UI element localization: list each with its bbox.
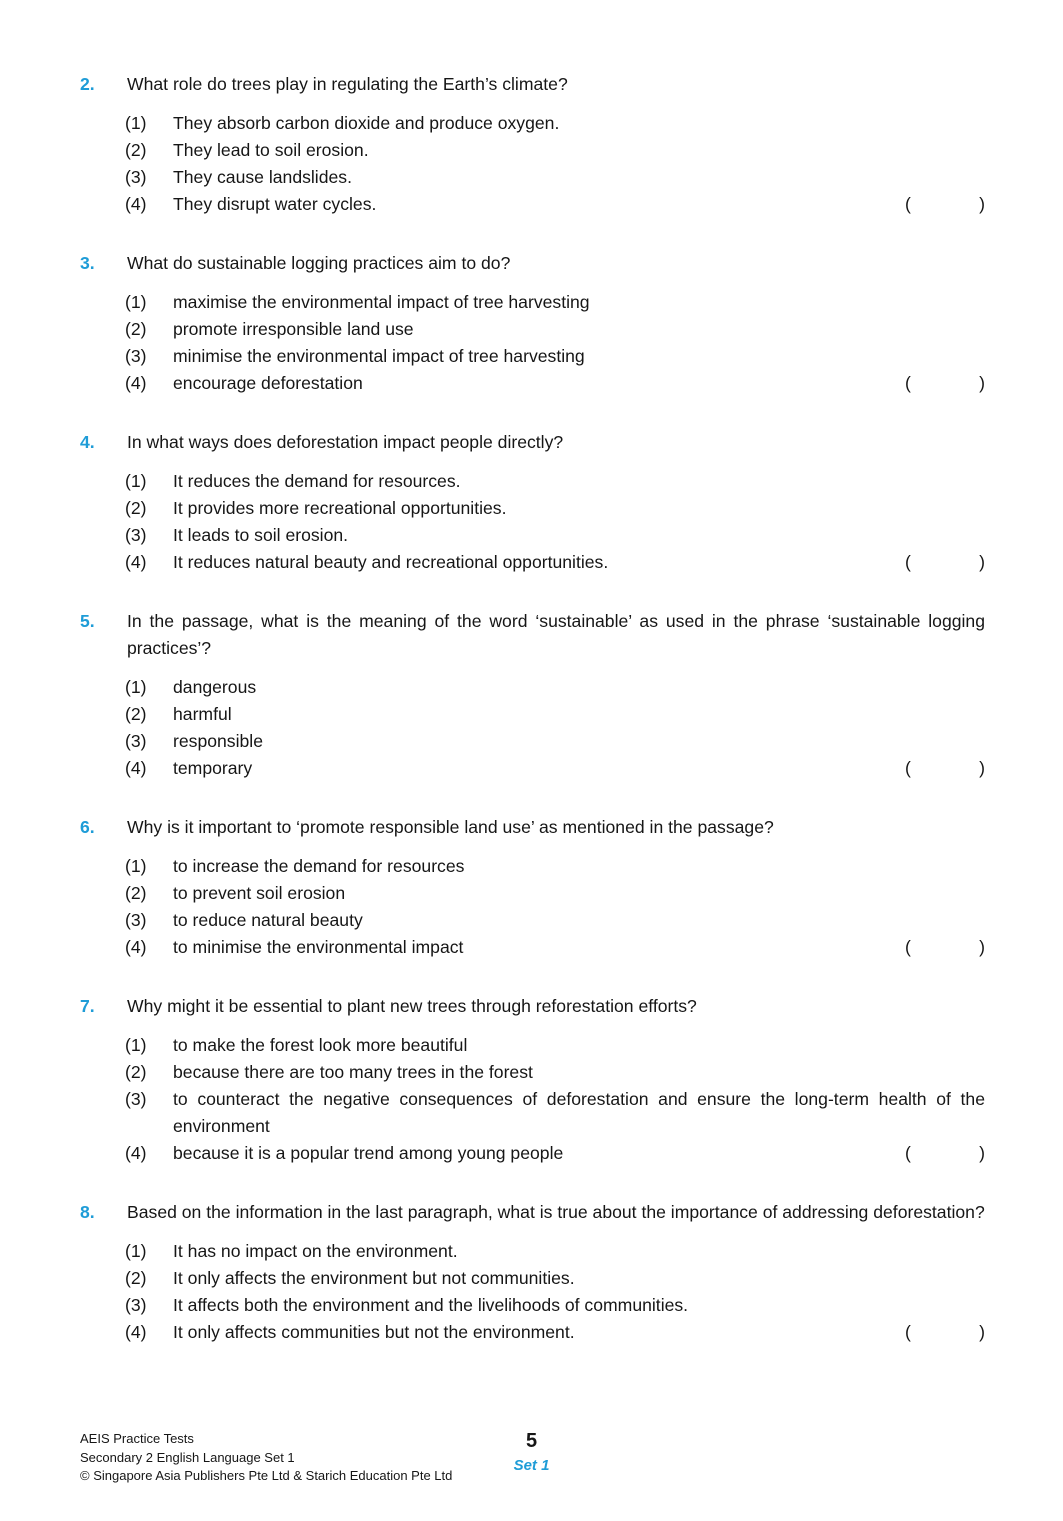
option-number: (3) (125, 910, 147, 930)
option-row (125, 853, 985, 880)
question-text: What do sustainable logging practices aim to do? (127, 253, 511, 273)
question-block (80, 608, 985, 782)
question-text: In the passage, what is the meaning of the word ‘sustainable’ as used in the phrase ‘sustainable logging practices’? (127, 611, 985, 658)
option-row (125, 522, 985, 549)
options-list (80, 853, 985, 961)
open-paren: ( (905, 373, 911, 393)
option-text: It leads to soil erosion. (173, 525, 349, 545)
option-row (125, 674, 985, 701)
option-number: (3) (125, 167, 147, 187)
option-text: to counteract the negative consequences of deforestation and ensure the long-term health of the environment (173, 1089, 985, 1136)
close-paren: ) (979, 1143, 985, 1163)
option-row (125, 1319, 985, 1346)
question-number: 6. (80, 817, 95, 837)
question-number: 7. (80, 996, 95, 1016)
options-list (80, 468, 985, 576)
option-text: It reduces natural beauty and recreational opportunities. (173, 552, 609, 572)
option-number: (1) (125, 1241, 147, 1261)
option-row (125, 316, 985, 343)
question-text: What role do trees play in regulating the Earth’s climate? (127, 74, 568, 94)
close-paren: ) (979, 1322, 985, 1342)
option-row (125, 1292, 985, 1319)
option-text: minimise the environmental impact of tree harvesting (173, 346, 585, 366)
option-text: temporary (173, 758, 253, 778)
open-paren: ( (905, 194, 911, 214)
answer-bracket (905, 191, 985, 218)
open-paren: ( (905, 758, 911, 778)
option-text: to make the forest look more beautiful (173, 1035, 468, 1055)
option-row (125, 164, 985, 191)
option-text: They disrupt water cycles. (173, 194, 377, 214)
option-text: promote irresponsible land use (173, 319, 414, 339)
option-row (125, 934, 985, 961)
option-text: dangerous (173, 677, 257, 697)
option-row (125, 370, 985, 397)
option-number: (3) (125, 731, 147, 751)
option-row (125, 468, 985, 495)
option-number: (1) (125, 113, 147, 133)
option-row (125, 343, 985, 370)
option-text: They cause landslides. (173, 167, 352, 187)
option-text: It affects both the environment and the livelihoods of communities. (173, 1295, 689, 1315)
question-text: Why might it be essential to plant new trees through reforestation efforts? (127, 996, 697, 1016)
option-text: harmful (173, 704, 232, 724)
option-number: (1) (125, 1035, 147, 1055)
question-text: In what ways does deforestation impact people directly? (127, 432, 564, 452)
footer-book-title: Secondary 2 English Language Set 1 (80, 1449, 295, 1465)
question-block (80, 814, 985, 961)
option-number: (2) (125, 704, 147, 724)
answer-bracket (905, 549, 985, 576)
option-row (125, 495, 985, 522)
open-paren: ( (905, 1143, 911, 1163)
option-row (125, 191, 985, 218)
option-row (125, 110, 985, 137)
option-row (125, 1086, 985, 1140)
option-row (125, 1140, 985, 1167)
question-number: 5. (80, 611, 95, 631)
option-row (125, 1032, 985, 1059)
option-text: It only affects communities but not the environment. (173, 1322, 575, 1342)
open-paren: ( (905, 937, 911, 957)
answer-bracket (905, 1140, 985, 1167)
option-number: (2) (125, 1062, 147, 1082)
option-row (125, 289, 985, 316)
close-paren: ) (979, 194, 985, 214)
option-text: because it is a popular trend among young people (173, 1143, 564, 1163)
option-number: (3) (125, 346, 147, 366)
question-block (80, 71, 985, 218)
option-row (125, 137, 985, 164)
option-number: (4) (125, 1322, 147, 1342)
close-paren: ) (979, 373, 985, 393)
option-text: responsible (173, 731, 263, 751)
footer-series-title: AEIS Practice Tests (80, 1431, 194, 1446)
questions-section (80, 71, 985, 1378)
open-paren: ( (905, 552, 911, 572)
question-block (80, 429, 985, 576)
footer-copyright: © Singapore Asia Publishers Pte Ltd & Starich Education Pte Ltd (80, 1468, 453, 1483)
options-list (80, 1032, 985, 1167)
option-text: to minimise the environmental impact (173, 937, 464, 957)
option-number: (2) (125, 319, 147, 339)
footer-page-info (0, 1429, 1063, 1476)
option-text: encourage deforestation (173, 373, 363, 393)
question-block (80, 993, 985, 1167)
options-list (80, 1238, 985, 1346)
close-paren: ) (979, 937, 985, 957)
close-paren: ) (979, 552, 985, 572)
option-number: (2) (125, 1268, 147, 1288)
option-row (125, 907, 985, 934)
options-list (80, 110, 985, 218)
option-row (125, 1238, 985, 1265)
option-row (125, 549, 985, 576)
question-block (80, 250, 985, 397)
answer-bracket (905, 370, 985, 397)
option-text: It reduces the demand for resources. (173, 471, 461, 491)
option-number: (3) (125, 1295, 147, 1315)
page-number: 5 (525, 1430, 538, 1452)
option-text: It only affects the environment but not communities. (173, 1268, 575, 1288)
option-number: (4) (125, 552, 147, 572)
option-number: (3) (125, 525, 147, 545)
option-number: (3) (125, 1089, 147, 1109)
option-text: to prevent soil erosion (173, 883, 346, 903)
option-number: (1) (125, 471, 147, 491)
set-label: Set 1 (513, 1457, 550, 1474)
option-number: (4) (125, 373, 147, 393)
option-row (125, 728, 985, 755)
answer-bracket (905, 755, 985, 782)
question-text: Based on the information in the last paragraph, what is true about the importance of addressing deforestation? (127, 1202, 985, 1222)
option-row (125, 701, 985, 728)
open-paren: ( (905, 1322, 911, 1342)
option-text: to reduce natural beauty (173, 910, 363, 930)
option-number: (4) (125, 1143, 147, 1163)
option-number: (4) (125, 194, 147, 214)
option-text: maximise the environmental impact of tree harvesting (173, 292, 590, 312)
close-paren: ) (979, 758, 985, 778)
option-text: It has no impact on the environment. (173, 1241, 458, 1261)
option-number: (1) (125, 856, 147, 876)
options-list (80, 289, 985, 397)
option-number: (2) (125, 140, 147, 160)
option-row (125, 1059, 985, 1086)
question-number: 3. (80, 253, 95, 273)
question-number: 8. (80, 1202, 95, 1222)
question-number: 2. (80, 74, 95, 94)
option-row (125, 880, 985, 907)
option-number: (4) (125, 758, 147, 778)
option-text: They absorb carbon dioxide and produce oxygen. (173, 113, 560, 133)
option-number: (2) (125, 498, 147, 518)
question-number: 4. (80, 432, 95, 452)
option-text: because there are too many trees in the forest (173, 1062, 533, 1082)
option-number: (1) (125, 292, 147, 312)
option-row (125, 1265, 985, 1292)
question-text: Why is it important to ‘promote responsible land use’ as mentioned in the passage? (127, 817, 774, 837)
option-number: (1) (125, 677, 147, 697)
options-list (80, 674, 985, 782)
question-block (80, 1199, 985, 1346)
answer-bracket (905, 934, 985, 961)
answer-bracket (905, 1319, 985, 1346)
option-text: They lead to soil erosion. (173, 140, 369, 160)
option-text: to increase the demand for resources (173, 856, 465, 876)
option-row (125, 755, 985, 782)
option-text: It provides more recreational opportunities. (173, 498, 507, 518)
option-number: (4) (125, 937, 147, 957)
option-number: (2) (125, 883, 147, 903)
